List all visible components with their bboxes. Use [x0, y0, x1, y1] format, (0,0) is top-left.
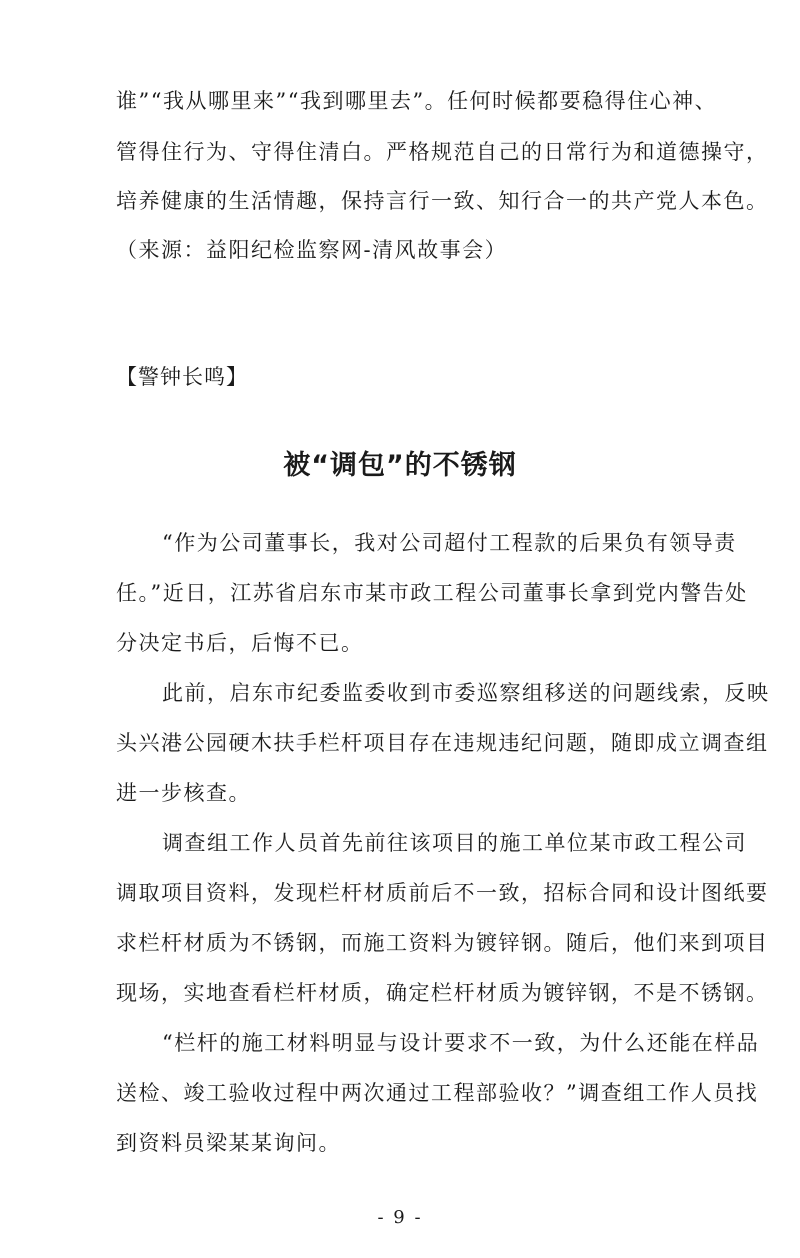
intro-line-3: 培养健康的生活情趣，保持言行一致、知行合一的共产党人本色。 — [116, 189, 769, 213]
paragraph-4-line-2: 送检、竣工验收过程中两次通过工程部验收？”调查组工作人员找 — [116, 1081, 759, 1105]
paragraph-1-line-1: “作为公司董事长，我对公司超付工程款的后果负有领导责 — [162, 531, 737, 555]
paragraph-3-line-3: 求栏杆材质为不锈钢，而施工资料为镀锌钢。随后，他们来到项目 — [116, 931, 769, 955]
paragraph-3-line-2: 调取项目资料，发现栏杆材质前后不一致，招标合同和设计图纸要 — [116, 881, 769, 905]
paragraph-4-line-1: “栏杆的施工材料明显与设计要求不一致，为什么还能在样品 — [162, 1031, 760, 1055]
paragraph-3-line-4: 现场，实地查看栏杆材质，确定栏杆材质为镀锌钢，不是不锈钢。 — [116, 981, 769, 1005]
section-tag: 【警钟长鸣】 — [116, 365, 248, 389]
paragraph-4-line-3: 到资料员梁某某询问。 — [116, 1131, 341, 1155]
paragraph-3-line-1: 调查组工作人员首先前往该项目的施工单位某市政工程公司 — [162, 831, 747, 855]
paragraph-1-line-3: 分决定书后，后悔不已。 — [116, 631, 364, 655]
article-title: 被“调包”的不锈钢 — [283, 450, 517, 481]
intro-line-1: 谁”“我从哪里来”“我到哪里去”。任何时候都要稳得住心神、 — [116, 89, 718, 113]
paragraph-2-line-2: 头兴港公园硬木扶手栏杆项目存在违规违纪问题，随即成立调查组 — [116, 731, 769, 755]
paragraph-2-line-3: 进一步核查。 — [116, 781, 251, 805]
intro-line-2: 管得住行为、守得住清白。严格规范自己的日常行为和道德操守， — [116, 140, 769, 164]
paragraph-1-line-2: 任。”近日，江苏省启东市某市政工程公司董事长拿到党内警告处 — [116, 581, 748, 605]
page-number: - 9 - — [377, 1207, 423, 1228]
paragraph-2-line-1: 此前，启东市纪委监委收到市委巡察组移送的问题线索，反映 — [162, 681, 770, 705]
intro-source-line: （来源：益阳纪检监察网-清风故事会） — [116, 238, 508, 262]
